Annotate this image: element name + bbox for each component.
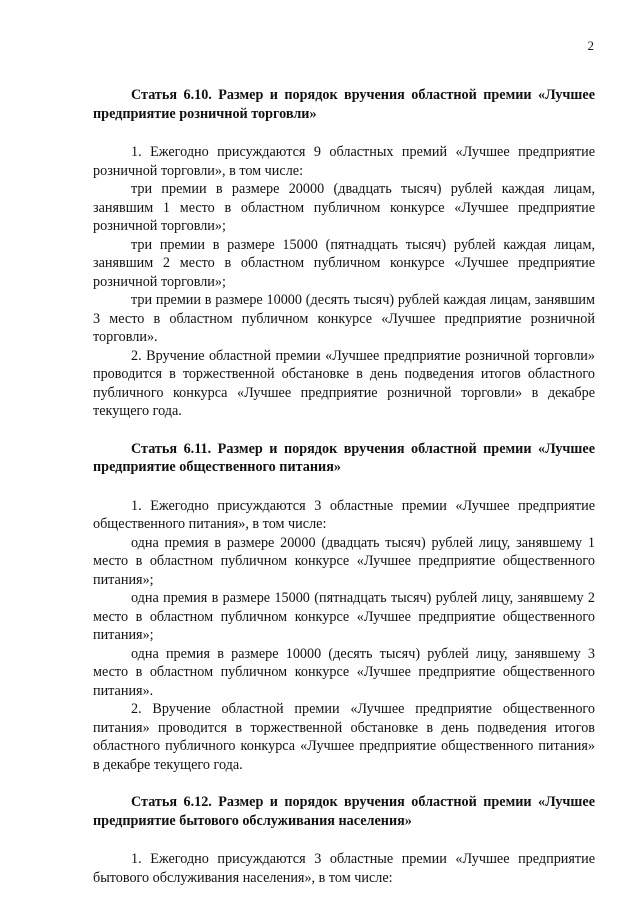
document-body [93, 86, 595, 887]
article-6-12 [93, 793, 595, 887]
article-heading: Статья 6.11. Размер и порядок вручения областной премии «Лучшее предприятие общественного питания» [93, 440, 595, 475]
article-6-10 [93, 86, 595, 421]
paragraph: одна премия в размере 15000 (пятнадцать тысяч) рублей лицу, занявшему 2 место в областном публичном конкурсе «Лучшее предприятие общественного питания»; [93, 590, 595, 643]
paragraph: 1. Ежегодно присуждаются 3 областные премии «Лучшее предприятие бытового обслуживания населения», в том числе: [93, 851, 595, 886]
paragraph: одна премия в размере 10000 (десять тысяч) рублей лицу, занявшему 3 место в областном публичном конкурсе «Лучшее предприятие общественного питания». [93, 645, 595, 699]
paragraph: три премии в размере 15000 (пятнадцать тысяч) рублей каждая лицам, занявшим 2 место в областном публичном конкурсе «Лучшее предприятие розничной торговли»; [93, 236, 595, 290]
paragraph: 2. Вручение областной премии «Лучшее предприятие розничной торговли» проводится в торжественной обстановке в день подведения итогов областного публичного конкурса «Лучшее предприятие розничной торговли» в декабре текущего года. [93, 347, 595, 419]
article-heading: Статья 6.10. Размер и порядок вручения областной премии «Лучшее предприятие розничной торговли» [93, 87, 595, 122]
paragraph: 2. Вручение областной премии «Лучшее предприятие общественного питания» проводится в торжественной обстановке в день подведения итогов областного публичного конкурса «Лучшее предприятие общественного питания» в декабре текущего года. [93, 701, 595, 773]
paragraph: три премии в размере 10000 (десять тысяч) рублей каждая лицам, занявшим 3 место в областном публичном конкурсе «Лучшее предприятие розничной торговли». [93, 292, 595, 345]
page-number: 2 [587, 38, 594, 53]
article-heading: Статья 6.12. Размер и порядок вручения областной премии «Лучшее предприятие бытового обслуживания населения» [93, 794, 595, 829]
paragraph: три премии в размере 20000 (двадцать тысяч) рублей каждая лицам, занявшим 1 место в областном публичном конкурсе «Лучшее предприятие розничной торговли»; [93, 181, 595, 234]
paragraph: одна премия в размере 20000 (двадцать тысяч) рублей лицу, занявшему 1 место в областном публичном конкурсе «Лучшее предприятие общественного питания»; [93, 534, 595, 588]
article-6-11 [93, 440, 595, 775]
paragraph: 1. Ежегодно присуждаются 3 областные премии «Лучшее предприятие общественного питания», в том числе: [93, 497, 595, 532]
paragraph: 1. Ежегодно присуждаются 9 областных премий «Лучшее предприятие розничной торговли», в том числе: [93, 144, 595, 179]
